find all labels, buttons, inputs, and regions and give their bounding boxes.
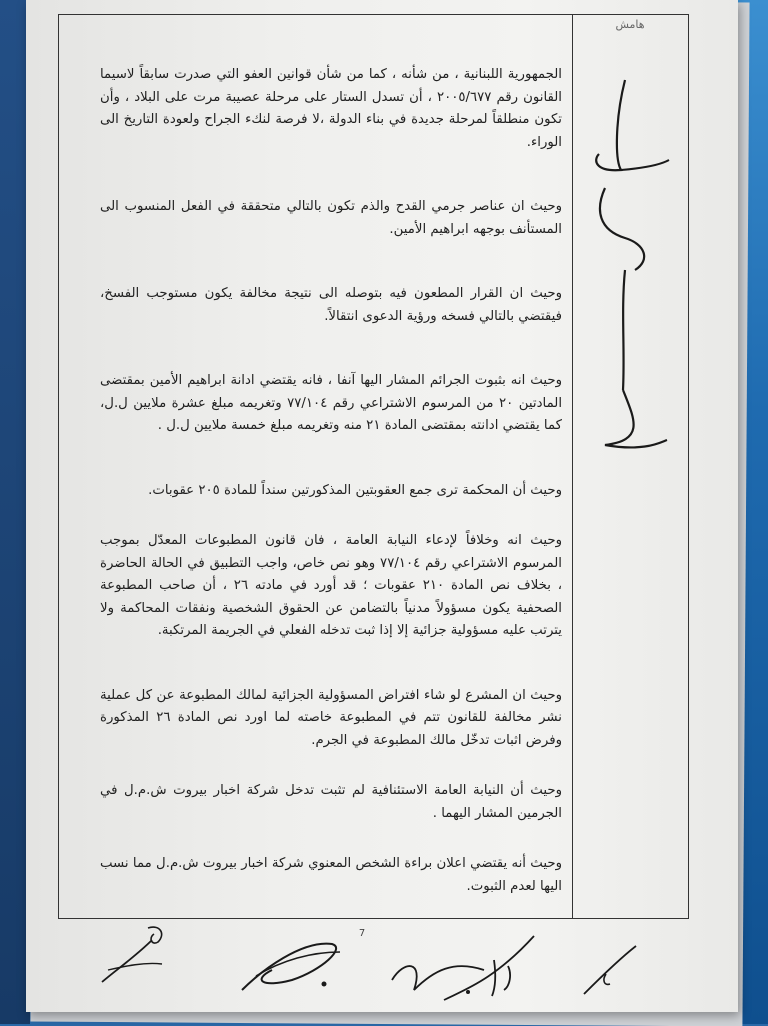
page-number: 7: [358, 928, 366, 939]
signature-4: [578, 940, 648, 1000]
margin-signature: [585, 60, 675, 480]
paragraph: وحيث انه وخلافاً لإدعاء النيابة العامة ، فان قانون المطبوعات المعدّل بموجب المرسوم الاشتراعي رقم ٧٧/١٠٤ وهو نص خاص، واجب التطبيق في الحالة الحاضرة ، بخلاف نص المادة ٢١٠ عقوبات ؛ قد أورد في مادته ٢٦ ، أن صاحب المطبوعة الصحفية يكون مسؤولاً مدنياً بالتضامن عن الحقوق الشخصية ونفقات المحاكمة ولا يترتب عليه مسؤولية جزائية إلا إذا ثبت تدخله الفعلي في الجريمة المرتكبة.: [100, 533, 562, 638]
signature-2: [222, 930, 352, 1000]
paragraph: الجمهورية اللبنانية ، من شأنه ، كما من شأن قوانين العفو التي صدرت سابقاً لاسيما القانون رقم ٢٠٠٥/٦٧٧ ، أن تسدل الستار على مرحلة عصيبة مرت على البلاد ، وأن تكون منطلقاً لمرحلة جديدة في بناء الدولة ،لا فرصة لنكء الجراح ولعودة التاريخ الى الوراء.: [100, 67, 562, 150]
paragraph: وحيث انه بثبوت الجرائم المشار اليها آنفا ، فانه يقتضي ادانة ابراهيم الأمين بمقتضى المادتين ٢٠ من المرسوم الاشتراعي رقم ٧٧/١٠٤ وتغريمه مبلغ عشرة ملايين ل.ل، كما يقتضي ادانته بمقتضى المادة ٢١ منه وتغريمه مبلغ خمسة ملايين ل.ل .: [100, 373, 563, 433]
margin-label: هامش: [615, 18, 645, 31]
paragraph: وحيث أن المحكمة ترى جمع العقوبتين المذكورتين سنداً للمادة ٢٠٥ عقوبات.: [148, 482, 562, 498]
paragraph: وحيث أن النيابة العامة الاستئنافية لم تثبت تدخل شركة اخبار بيروت ش.م.ل في الجرمين المشار اليهما .: [100, 783, 562, 821]
paragraph: وحيث ان المشرع لو شاء افتراض المسؤولية الجزائية لمالك المطبوعة عن كل عملية نشر مخالفة للقانون تتم في المطبوعة خاصته لما اورد نص المادة ٢٦ المذكورة وفرض اثبات تدخّل مالك المطبوعة في الجرم.: [100, 687, 562, 748]
document-body: [100, 64, 562, 914]
signature-1: [96, 920, 176, 990]
paragraph: وحيث ان القرار المطعون فيه بتوصله الى نتيجة مخالفة يكون مستوجب الفسخ، فيقتضي بالتالي فسخه ورؤية الدعوى انتقالاً.: [100, 286, 562, 324]
paragraph: وحيث ان عناصر جرمي القدح والذم تكون بالتالي متحققة في الفعل المنسوب الى المستأنف بوجهه ابراهيم الأمين.: [100, 199, 562, 237]
paragraph: وحيث أنه يقتضي اعلان براءة الشخص المعنوي شركة اخبار بيروت ش.م.ل مما نسب اليها لعدم الثبوت.: [100, 856, 562, 894]
signature-3: [384, 930, 544, 1010]
margin-rule: [572, 14, 573, 919]
